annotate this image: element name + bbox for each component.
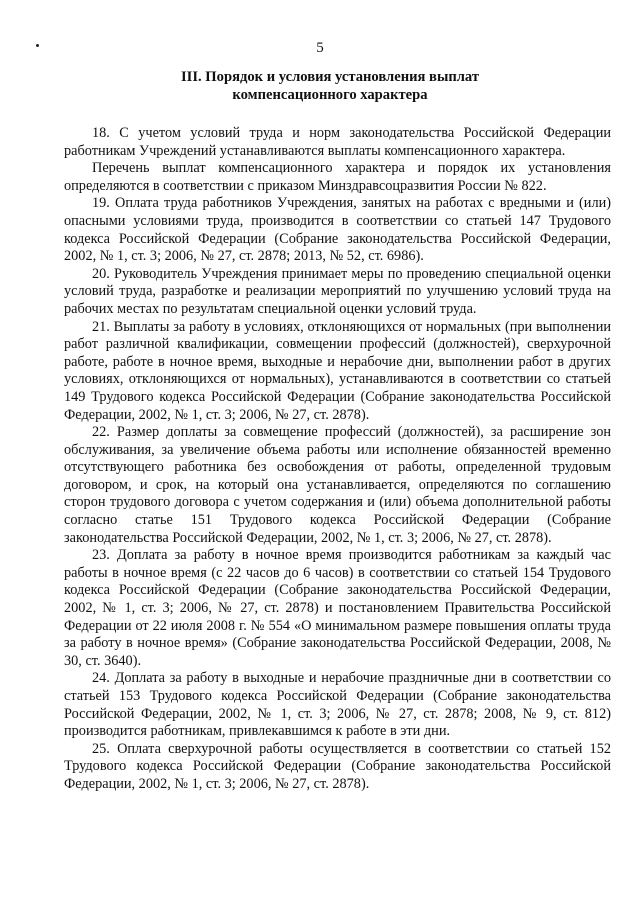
paragraph-20: 20. Руководитель Учреждения принимает меры по проведению специальной оценки условий труда, разработке и реализации мероприятий по улучшению условий труда на рабочих местах по результатам специальной оценки условий труда.	[64, 265, 611, 317]
document-body	[64, 125, 611, 794]
paragraph-22: 22. Размер доплаты за совмещение профессий (должностей), за расширение зон обслуживания, за увеличение объема работы или исполнение обязанностей временно отсутствующего работника без освобождения от работы, определенной трудовым договором, и срок, на который она устанавливается, определяются по соглашению сторон трудового договора с учетом содержания и (или) объема дополнительной работы согласно статье 151 Трудового кодекса Российской Федерации (Собрание законодательства Российской Федерации, 2002, № 1, ст. 3; 2006, № 27, ст. 2878).	[64, 424, 611, 546]
paragraph-18: 18. С учетом условий труда и норм законодательства Российской Федерации работникам Учреждений устанавливаются выплаты компенсационного характера.	[64, 125, 611, 159]
paragraph-24: 24. Доплата за работу в выходные и нерабочие праздничные дни в соответствии со статьей 153 Трудового кодекса Российской Федерации (Собрание законодательства Российской Федерации, 2002, № 1, ст. 3; 2006, № 27, ст. 2878; 2008, № 9, ст. 812) производится работникам, привлекавшимся к работе в эти дни.	[64, 670, 611, 740]
paragraph-25: 25. Оплата сверхурочной работы осуществляется в соответствии со статьей 152 Трудового кодекса Российской Федерации (Собрание законодательства Российской Федерации, 2002, № 1, ст. 3; 2006, № 27, ст. 2878).	[64, 740, 611, 792]
paragraph-21: 21. Выплаты за работу в условиях, отклоняющихся от нормальных (при выполнении работ различной квалификации, совмещении профессий (должностей), сверхурочной работе, работе в ночное время, выходные и нерабочие дни, выполнении работ в других условиях, отклоняющихся от нормальных), устанавливаются в соответствии со статьей 149 Трудового кодекса Российской Федерации (Собрание законодательства Российской Федерации, 2002, № 1, ст. 3; 2006, № 27, ст. 2878).	[64, 318, 611, 423]
paragraph-19: 19. Оплата труда работников Учреждения, занятых на работах с вредными и (или) опасными условиями труда, производится в соответствии со статьей 147 Трудового кодекса Российской Федерации (Собрание законодательства Российской Федерации, 2002, № 1, ст. 3; 2006, № 27, ст. 2878; 2013, № 52, ст. 6986).	[64, 195, 611, 265]
section-heading: III. Порядок и условия установления выплат компенсационного характера	[180, 69, 480, 103]
page-number: 5	[316, 40, 324, 56]
paragraph-18-list: Перечень выплат компенсационного характера и порядок их установления определяются в соответствии с приказом Минздравсоцразвития России № 822.	[64, 160, 611, 194]
paragraph-23: 23. Доплата за работу в ночное время производится работникам за каждый час работы в ночное время (с 22 часов до 6 часов) в соответствии со статьей 154 Трудового кодекса Российской Федерации (Собрание законодательства Российской Федерации, 2002, № 1, ст. 3; 2006, № 27, ст. 2878) и постановлением Правительства Российской Федерации от 22 июля 2008 г. № 554 «О минимальном размере повышения оплаты труда за работу в ночное время» (Собрание законодательства Российской Федерации, 2008, № 30, ст. 3640).	[64, 547, 611, 669]
